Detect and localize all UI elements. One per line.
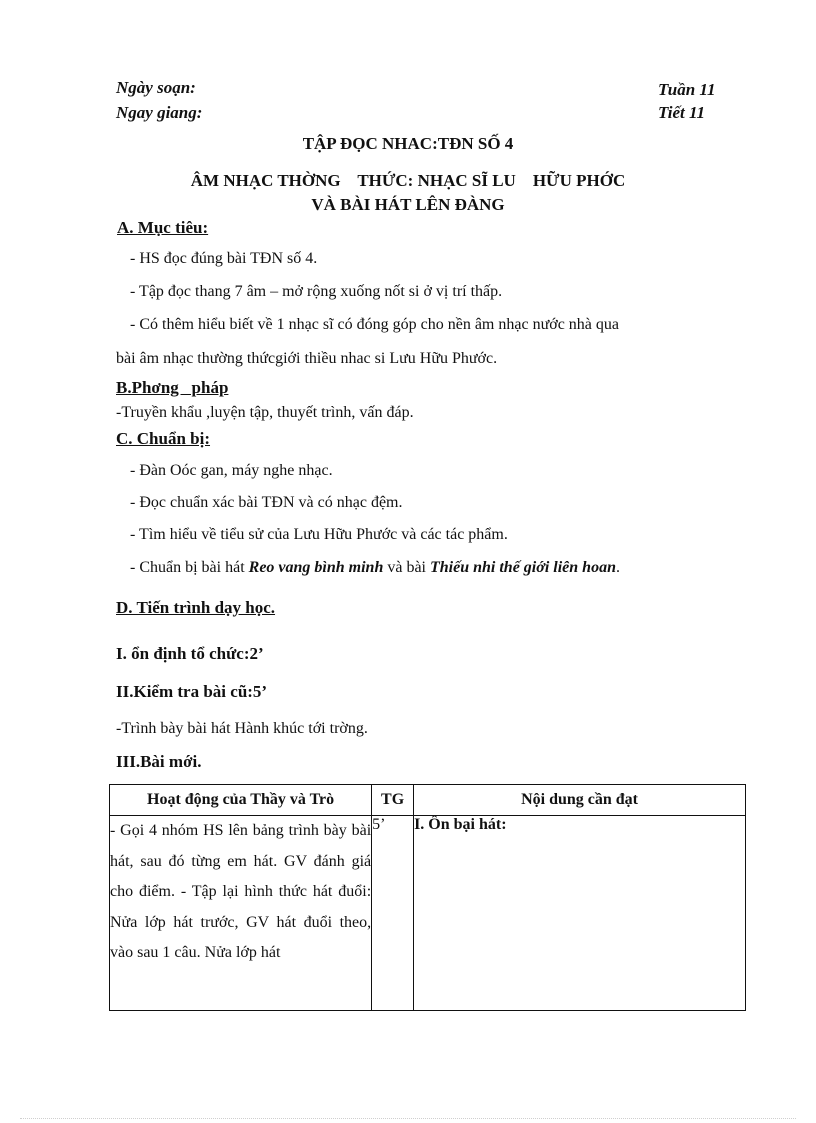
- activity-cell: - Gọi 4 nhóm HS lên bảng trình bày bài hát, sau đó từng em hát. GV đánh giá cho điểm. - Tập lại hình thức hát đuổi: Nửa lớp hát trước, GV hát đuổi theo, vào sau 1 câu. Nửa lớp hát: [110, 816, 372, 1011]
- section-a-heading: A. Mục tiêu:: [117, 218, 209, 237]
- preparation-3: - Tìm hiểu về tiểu sử của Lưu Hữu Phước và các tác phẩm.: [130, 526, 508, 543]
- step-ii-text: -Trình bày bài hát Hành khúc tới trờng.: [116, 720, 368, 737]
- song-reo-vang-binh-minh: Reo vang bình minh: [248, 559, 384, 576]
- preparation-4-prefix: - Chuẩn bị bài hát: [130, 559, 249, 576]
- table-header-row: [110, 785, 746, 816]
- step-ii-heading: II.Kiểm tra bài cũ:5’: [116, 682, 268, 701]
- week-label: Tuần 11: [658, 80, 716, 99]
- header-activity: Hoạt động của Thầy và Trò: [110, 785, 372, 816]
- title-line-2: ÂM NHẠC THỜNG THỨC: NHẠC SĨ LU HỮU PHỚC: [190, 171, 626, 190]
- lesson-prep-date-label: Ngày soạn:: [116, 78, 196, 97]
- step-i-heading: I. ổn định tổ chức:2’: [116, 644, 264, 663]
- step-iii-heading: III.Bài mới.: [116, 752, 202, 771]
- section-b-heading: B.Phơng pháp: [116, 378, 229, 397]
- header-content: Nội dung cần đạt: [414, 785, 746, 816]
- song-thieu-nhi-the-gioi-lien-hoan: Thiếu nhi thế giới liên hoan: [430, 559, 616, 576]
- objective-3-continued: bài âm nhạc thường thứcgiới thiều nhac si Lưu Hữu Phước.: [116, 350, 498, 367]
- preparation-4: [130, 559, 620, 577]
- section-d-heading: D. Tiến trình dạy học.: [116, 598, 276, 617]
- title-line-3: VÀ BÀI HÁT LÊN ĐÀNG: [311, 195, 505, 214]
- page-bottom-rule: [20, 1118, 796, 1119]
- preparation-4-suffix: .: [615, 559, 620, 576]
- lesson-plan-table: [109, 784, 746, 1011]
- table-row: [110, 816, 746, 1011]
- title-line-1: TẬP ĐỌC NHAC:TĐN SỐ 4: [302, 134, 514, 153]
- content-cell: I. Ôn bại hát:: [414, 816, 746, 1011]
- section-c-heading: C. Chuẩn bị:: [116, 429, 211, 448]
- method-text: -Truyền khẩu ,luyện tập, thuyết trình, vấn đáp.: [116, 404, 414, 421]
- preparation-1: - Đàn Oóc gan, máy nghe nhạc.: [130, 462, 333, 479]
- time-cell: 5’: [372, 816, 414, 1011]
- objective-1: - HS đọc đúng bài TĐN số 4.: [130, 250, 318, 267]
- preparation-4-mid: và bài: [383, 559, 430, 576]
- objective-2: - Tập đọc thang 7 âm – mở rộng xuống nốt si ở vị trí thấp.: [130, 283, 503, 300]
- header-time: TG: [372, 785, 414, 816]
- period-label: Tiết 11: [658, 103, 706, 122]
- preparation-2: - Đọc chuẩn xác bài TĐN và có nhạc đệm.: [130, 494, 403, 511]
- objective-3: - Có thêm hiểu biết về 1 nhạc sĩ có đóng góp cho nền âm nhạc nước nhà qua: [130, 316, 619, 333]
- lesson-teach-date-label: Ngay giang:: [116, 103, 203, 122]
